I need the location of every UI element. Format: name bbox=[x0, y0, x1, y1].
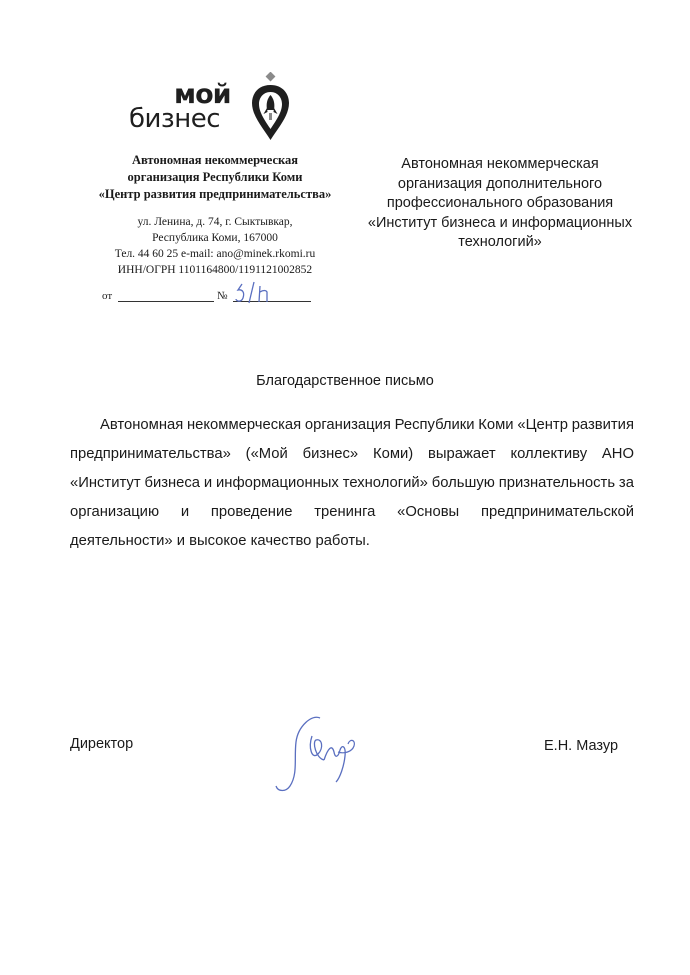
sender-address bbox=[90, 214, 340, 278]
body-word: информационных bbox=[216, 475, 339, 491]
body-word: Коми) bbox=[372, 446, 414, 462]
logo-word-biznes: бизнес bbox=[129, 104, 221, 134]
handwritten-reference-number bbox=[232, 278, 292, 308]
body-line bbox=[70, 469, 634, 498]
number-label: № bbox=[217, 290, 228, 302]
recipient-line: профессионального образования bbox=[386, 195, 614, 211]
body-word: выражает bbox=[428, 446, 496, 462]
body-word: проведение bbox=[210, 504, 293, 520]
sender-org-line: организация Республики Коми bbox=[127, 170, 303, 184]
sender-organization bbox=[70, 152, 360, 203]
body-word: «Центр bbox=[517, 417, 568, 433]
date-label: от bbox=[102, 290, 113, 302]
rocket-pin-icon bbox=[249, 72, 293, 142]
recipient-line: «Институт бизнеса и информационных bbox=[367, 214, 633, 231]
recipient-line: организация дополнительного bbox=[397, 175, 603, 192]
reference-line bbox=[98, 290, 338, 308]
body-line bbox=[70, 498, 634, 527]
body-word: бизнес» bbox=[302, 446, 359, 462]
body-word: некоммерческая bbox=[187, 417, 302, 433]
recipient-line: Автономная некоммерческая bbox=[401, 156, 599, 172]
body-word: Коми bbox=[478, 417, 514, 433]
recipient-block bbox=[340, 155, 660, 253]
body-word: бизнеса bbox=[144, 475, 201, 491]
signer-name: Е.Н. Мазур bbox=[544, 738, 619, 754]
body-word: и bbox=[180, 504, 190, 520]
body-word: организация bbox=[304, 417, 391, 433]
body-word: за bbox=[618, 475, 634, 491]
sender-address-line: ул. Ленина, д. 74, г. Сыктывкар, bbox=[137, 216, 293, 228]
body-word: признательность bbox=[498, 475, 616, 491]
body-word: деятельности» и высокое качество работы. bbox=[70, 533, 370, 549]
body-word: предпринимательской bbox=[480, 504, 634, 520]
body-word: АНО bbox=[601, 446, 634, 462]
body-word: Республики bbox=[394, 417, 475, 433]
body-word: Автономная bbox=[100, 417, 184, 433]
logo-word-moi: мой bbox=[174, 79, 231, 110]
sender-org-line: «Центр развития предпринимательства» bbox=[98, 187, 332, 201]
body-word: «Основы bbox=[397, 504, 460, 520]
body-word: технологий» bbox=[342, 475, 428, 491]
body-word: «Институт bbox=[70, 475, 141, 491]
body-line bbox=[70, 411, 634, 440]
body-word: большую bbox=[431, 475, 495, 491]
recipient-line: технологий» bbox=[458, 234, 542, 250]
handwritten-signature bbox=[268, 708, 378, 800]
body-word: («Мой bbox=[245, 446, 288, 462]
sender-inn-line: ИНН/ОГРН 1101164800/1191121002852 bbox=[117, 264, 313, 276]
body-word: развития bbox=[571, 417, 634, 433]
body-word: организацию bbox=[70, 504, 160, 520]
letter-body bbox=[70, 411, 634, 556]
body-line bbox=[70, 527, 634, 556]
body-word: тренинга bbox=[314, 504, 376, 520]
sender-org-line: Автономная некоммерческая bbox=[131, 153, 299, 167]
sender-address-line: Республика Коми, 167000 bbox=[152, 232, 278, 244]
moi-biznes-logo bbox=[128, 72, 298, 142]
body-word: и bbox=[203, 475, 213, 491]
sender-contact-line: Тел. 44 60 25 e-mail: ano@minek.rkomi.ru bbox=[114, 248, 316, 260]
signer-position: Директор bbox=[70, 736, 134, 752]
body-word: предпринимательства» bbox=[70, 446, 231, 462]
body-line bbox=[70, 440, 634, 469]
body-word: коллективу bbox=[510, 446, 588, 462]
date-underline bbox=[118, 301, 214, 302]
letter-title: Благодарственное письмо bbox=[256, 373, 434, 389]
